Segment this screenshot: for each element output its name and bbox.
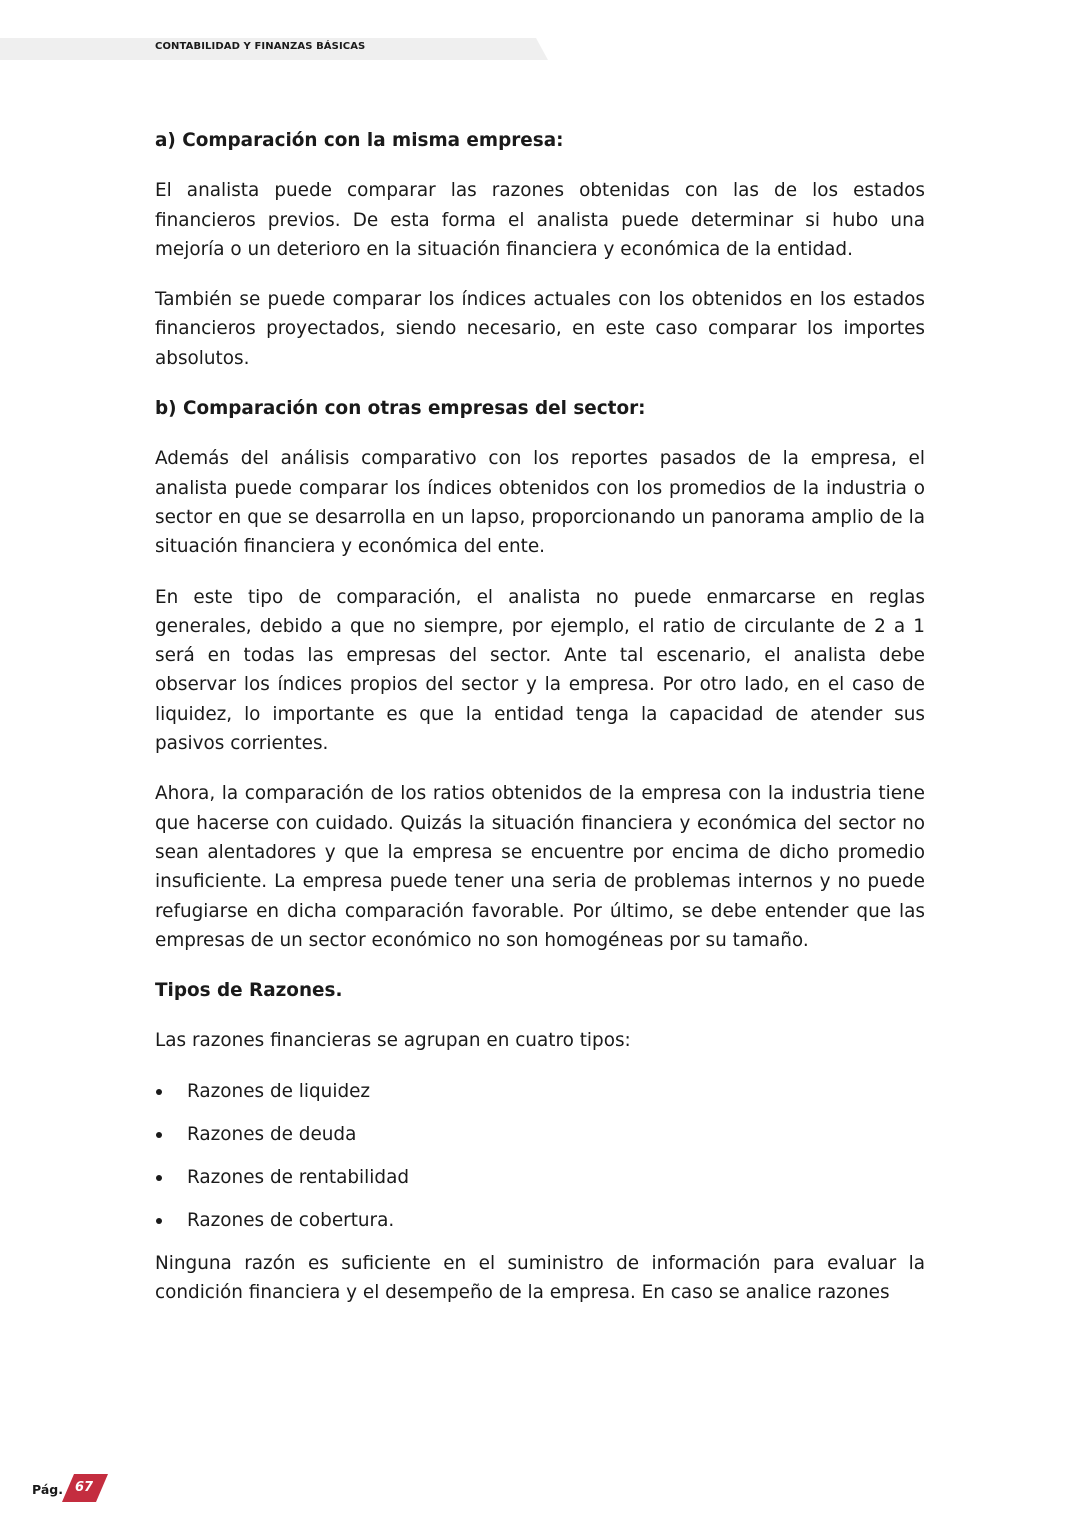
page-number: 67 <box>74 1480 94 1495</box>
list-item <box>155 1120 925 1163</box>
paragraph-3: Además del análisis comparativo con los reportes pasados de la empresa, el analista puede comparar los índices obtenidos con los promedios de la industria o sector en que se desarrolla en un lapso, proporcionando un panorama amplio de la situación financiera y económica del ente. <box>155 448 925 558</box>
paragraph-1: El analista puede comparar las razones obtenidas con las de los estados financieros previos. De esta forma el analista puede determinar si hubo una mejoría o un deterioro en la situación financiera y económica de la entidad. <box>155 180 925 260</box>
list-item-label: Razones de deuda <box>187 1123 357 1145</box>
list-item <box>155 1163 925 1206</box>
bullet-icon <box>156 1175 162 1181</box>
paragraph-7: Ninguna razón es suficiente en el suministro de información para evaluar la condición financiera y el desempeño de la empresa. En caso se analice razones <box>155 1252 925 1304</box>
heading-comparison-same-company: a) Comparación con la misma empresa: <box>155 130 564 151</box>
bullet-icon <box>156 1218 162 1224</box>
header-title: CONTABILIDAD Y FINANZAS BÁSICAS <box>155 41 366 52</box>
bullet-icon <box>156 1089 162 1095</box>
paragraph-4: En este tipo de comparación, el analista no puede enmarcarse en reglas generales, debido a que no siempre, por ejemplo, el ratio de circulante de 2 a 1 será en todas las empresas del sector. Ante tal escenario, el analista debe observar los índices propios del sector y la empresa. Por otro lado, en el caso de liquidez, lo importante es que la entidad tenga la capacidad de atender sus pasivos corrientes. <box>155 586 925 755</box>
page-label: Pág. <box>32 1482 63 1497</box>
heading-ratio-types: Tipos de Razones. <box>155 980 343 1002</box>
page-content <box>155 126 925 1307</box>
list-item-label: Razones de cobertura. <box>187 1209 395 1231</box>
paragraph-6: Las razones financieras se agrupan en cuatro tipos: <box>155 1030 631 1052</box>
list-item-label: Razones de rentabilidad <box>187 1166 410 1188</box>
paragraph-5: Ahora, la comparación de los ratios obtenidos de la empresa con la industria tiene que hacerse con cuidado. Quizás la situación financiera y económica del sector no sean alentadores y que la empresa se encuentre por encima de dicho promedio insuficiente. La empresa puede tener una seria de problemas internos y no puede refugiarse en dicha comparación favorable. Por último, se debe entender que las empresas de un sector económico no son homogéneas por su tamaño. <box>155 783 925 951</box>
list-item <box>155 1206 925 1249</box>
list-item <box>155 1077 925 1120</box>
paragraph-2: También se puede comparar los índices actuales con los obtenidos en los estados financieros proyectados, siendo necesario, en este caso comparar los importes absolutos. <box>155 289 925 369</box>
ratio-types-list <box>155 1077 925 1249</box>
list-item-label: Razones de liquidez <box>187 1080 371 1102</box>
heading-comparison-sector: b) Comparación con otras empresas del sector: <box>155 398 646 420</box>
bullet-icon <box>156 1132 162 1138</box>
